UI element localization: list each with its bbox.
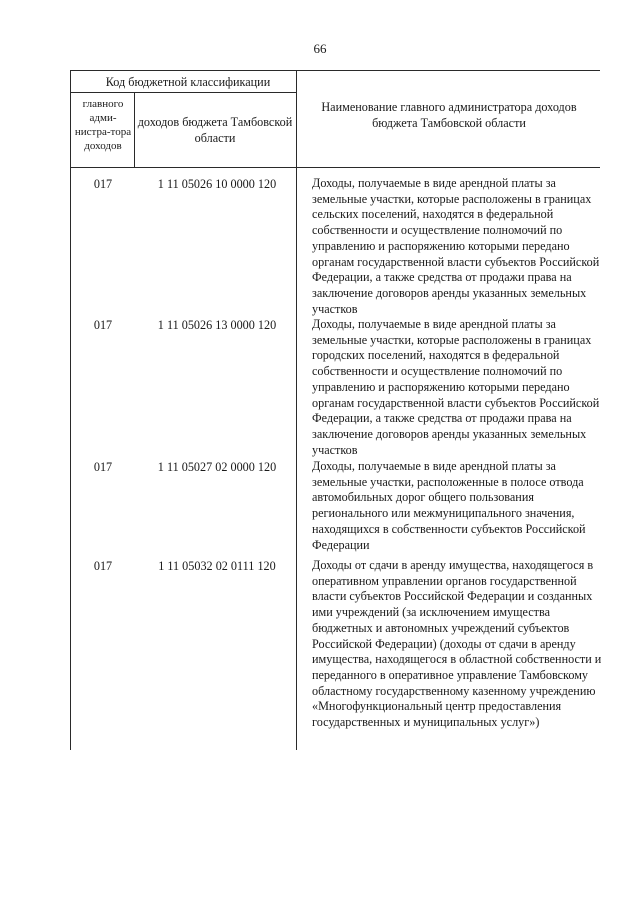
- table-row-4-code: 1 11 05032 02 0111 120: [158, 559, 276, 573]
- table-row-2-admin: 017: [93, 318, 113, 332]
- header-budget-classification-code: Код бюджетной классификации: [105, 75, 271, 89]
- table-row-3-code: 1 11 05027 02 0000 120: [157, 460, 277, 474]
- table-row-4-admin: 017: [93, 559, 113, 573]
- table-row-1-code: 1 11 05026 10 0000 120: [157, 177, 277, 191]
- header-main-administrator: главного адми-нистра-тора доходов: [74, 98, 132, 152]
- table-row-2-name: Доходы, получаемые в виде арендной платы за земельные участки, которые расположены в границах городских поселений, находятся в федеральной собственности и осуществление полномочий по управлению и распоряжению которыми передано органам государственной власти субъектов Российской Федерации, а также средства от продажи права на заключение договоров аренды указанных земельных участков: [312, 317, 600, 457]
- table-row-4-name: Доходы от сдачи в аренду имущества, находящегося в оперативном управлении органов государственной власти субъектов Российской Федерации и созданных ими учреждений (за исключением имущества бюджетных и автономных учреждений субъектов Российской Федерации) (доходы от сдачи в аренду имущества, находящегося в областной собственности и переданного в оперативное управление Тамбовскому областному государственному казенному учреждению «Многофункциональный центр предоставления государственных и муниципальных услуг»): [312, 558, 602, 730]
- table-row-3-admin: 017: [93, 460, 113, 474]
- table-row-1-admin: 017: [93, 177, 113, 191]
- header-column-divider: [134, 92, 135, 167]
- table-row-2-code: 1 11 05026 13 0000 120: [157, 318, 277, 332]
- name-column-divider: [296, 70, 297, 750]
- header-revenue-code: доходов бюджета Тамбовской области: [137, 115, 293, 145]
- table-row-3-name: Доходы, получаемые в виде арендной платы за земельные участки, расположенные в полосе отвода автомобильных дорог общего пользования регионального или межмуниципального значения, находящихся в собственности субъектов Российской Федерации: [312, 459, 586, 552]
- table-row-1-name: Доходы, получаемые в виде арендной платы за земельные участки, которые расположены в границах сельских поселений, находятся в федеральной собственности и осуществление полномочий по управлению и распоряжению которыми передано органам государственной власти субъектов Российской Федерации, а также средства от продажи права на заключение договоров аренды указанных земельных участков: [312, 176, 600, 316]
- header-administrator-name: Наименование главного администратора доходов бюджета Тамбовской области: [321, 100, 577, 130]
- table-top-border: [70, 70, 600, 71]
- header-bottom-border: [70, 167, 600, 168]
- header-group-divider: [70, 92, 296, 93]
- page-number: 66: [313, 41, 327, 56]
- table-left-border: [70, 70, 71, 750]
